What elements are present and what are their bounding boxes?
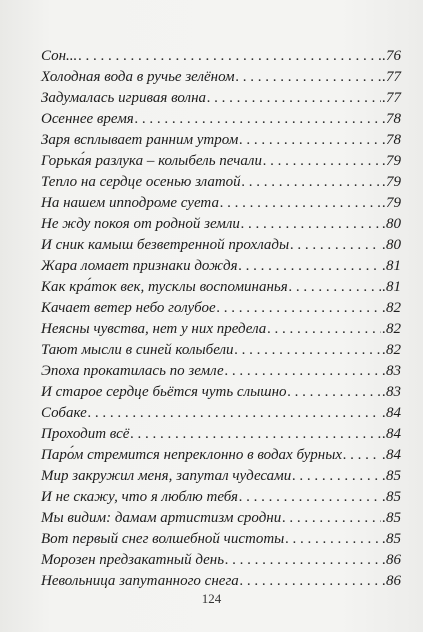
toc-entry-title: Тепло на сердце осенью златой <box>41 174 241 190</box>
toc-entry <box>41 466 401 487</box>
toc-entry-title: Не жду покоя от родной земли <box>41 216 240 232</box>
toc-entry <box>41 46 401 67</box>
toc-entry-page: .81 <box>382 258 401 274</box>
toc-entry-title: Заря всплывает ранним утром <box>41 132 239 148</box>
toc-entry-title: Морозен предзакатный день <box>41 552 225 568</box>
toc-entry <box>41 550 401 571</box>
toc-entry-page: .82 <box>382 321 401 337</box>
toc-entry <box>41 277 401 298</box>
toc-entry-title: Холодная вода в ручье зелёном <box>41 69 235 85</box>
toc-entry-page: .78 <box>382 132 401 148</box>
toc-dot-leader <box>207 88 381 109</box>
toc-entry-title: И не скажу, что я люблю тебя <box>41 489 238 505</box>
toc-dot-leader <box>220 193 381 214</box>
toc-dot-leader <box>217 298 382 319</box>
toc-entry-title: Как кра́ток век, тусклы воспоминанья <box>41 279 288 295</box>
toc-entry-title: Задумалась игривая волна <box>41 90 207 106</box>
toc-entry-page: .83 <box>382 384 401 400</box>
toc-dot-leader <box>130 424 381 445</box>
toc-entry-page: .85 <box>382 468 401 484</box>
toc-entry-title: Жара ломает признаки дождя <box>41 258 238 274</box>
toc-dot-leader <box>225 550 381 571</box>
toc-entry-title: Сон... <box>41 48 78 64</box>
toc-entry-page: .77 <box>382 69 401 85</box>
toc-entry <box>41 298 401 319</box>
toc-entry-title: Неясны чувства, нет у них предела <box>41 321 267 337</box>
toc-entry-title: Проходит всё <box>41 426 130 442</box>
toc-entry <box>41 151 401 172</box>
toc-dot-leader <box>239 130 381 151</box>
toc-dot-leader <box>88 403 381 424</box>
toc-entry-page: .84 <box>382 447 401 463</box>
toc-dot-leader <box>263 151 381 172</box>
toc-dot-leader <box>239 256 382 277</box>
toc-entry-title: Невольница запутанного снега <box>41 573 239 589</box>
toc-entry <box>41 424 401 445</box>
toc-entry <box>41 256 401 277</box>
toc-entry <box>41 445 401 466</box>
toc-entry <box>41 172 401 193</box>
toc-entry <box>41 235 401 256</box>
toc-dot-leader <box>235 340 382 361</box>
toc-entry-title: Эпоха прокатилась по земле <box>41 363 224 379</box>
toc-dot-leader <box>343 445 381 466</box>
toc-dot-leader <box>236 67 382 88</box>
toc-dot-leader <box>242 172 382 193</box>
toc-entry-page: .84 <box>382 405 401 421</box>
toc-entry-page: .85 <box>382 489 401 505</box>
toc-entry-page: .77 <box>382 90 401 106</box>
toc-dot-leader <box>289 277 382 298</box>
toc-entry-title: Вот первый снег волшебной чистоты <box>41 531 285 547</box>
toc-entry <box>41 508 401 529</box>
toc-entry-page: .84 <box>382 426 401 442</box>
toc-dot-leader <box>78 46 381 67</box>
toc-entry-page: .79 <box>382 195 401 211</box>
toc-dot-leader <box>240 571 381 592</box>
toc-entry-title: И сник камыш безветренной прохлады <box>41 237 290 253</box>
toc-entry <box>41 319 401 340</box>
toc-entry-title: На нашем ипподроме суета <box>41 195 219 211</box>
toc-entry-title: Качает ветер небо голубое <box>41 300 216 316</box>
toc-entry-title: Мы видим: дамам артистизм сродни <box>41 510 282 526</box>
table-of-contents <box>41 46 401 592</box>
toc-entry-page: .86 <box>382 573 401 589</box>
toc-entry-page: .81 <box>382 279 401 295</box>
toc-entry-page: .82 <box>382 300 401 316</box>
toc-entry-title: Осеннее время <box>41 111 134 127</box>
toc-entry-page: .78 <box>382 111 401 127</box>
toc-entry-page: .83 <box>382 363 401 379</box>
toc-entry <box>41 214 401 235</box>
toc-entry <box>41 193 401 214</box>
toc-entry <box>41 487 401 508</box>
toc-dot-leader <box>282 508 381 529</box>
toc-entry <box>41 361 401 382</box>
toc-entry <box>41 67 401 88</box>
toc-entry <box>41 109 401 130</box>
toc-entry-title: Паро́м стремится непреклонно в водах бурных <box>41 447 343 463</box>
toc-entry-page: .79 <box>382 153 401 169</box>
toc-entry <box>41 529 401 550</box>
toc-dot-leader <box>225 361 382 382</box>
toc-dot-leader <box>285 529 381 550</box>
toc-entry-title: Тают мысли в синей колыбели <box>41 342 234 358</box>
toc-entry-page: .76 <box>382 48 401 64</box>
toc-entry-page: .82 <box>382 342 401 358</box>
toc-entry-page: .80 <box>382 237 401 253</box>
toc-entry-page: .80 <box>382 216 401 232</box>
toc-entry <box>41 382 401 403</box>
toc-dot-leader <box>288 382 382 403</box>
toc-entry-page: .79 <box>382 174 401 190</box>
toc-entry <box>41 130 401 151</box>
toc-entry-page: .85 <box>382 531 401 547</box>
toc-dot-leader <box>239 487 381 508</box>
toc-dot-leader <box>290 235 381 256</box>
toc-entry-page: .85 <box>382 510 401 526</box>
toc-dot-leader <box>241 214 381 235</box>
toc-entry-title: Собаке <box>41 405 87 421</box>
page-number: 124 <box>201 591 222 606</box>
toc-entry-title: И старое сердце бьётся чуть слышно <box>41 384 287 400</box>
toc-dot-leader <box>267 319 381 340</box>
toc-entry <box>41 403 401 424</box>
toc-entry <box>41 88 401 109</box>
toc-dot-leader <box>292 466 381 487</box>
toc-entry-title: Мир закружил меня, запутал чудесами <box>41 468 292 484</box>
toc-entry <box>41 571 401 592</box>
toc-dot-leader <box>135 109 382 130</box>
toc-entry <box>41 340 401 361</box>
toc-entry-title: Горька́я разлука – колыбель печали <box>41 153 262 169</box>
toc-entry-page: .86 <box>382 552 401 568</box>
